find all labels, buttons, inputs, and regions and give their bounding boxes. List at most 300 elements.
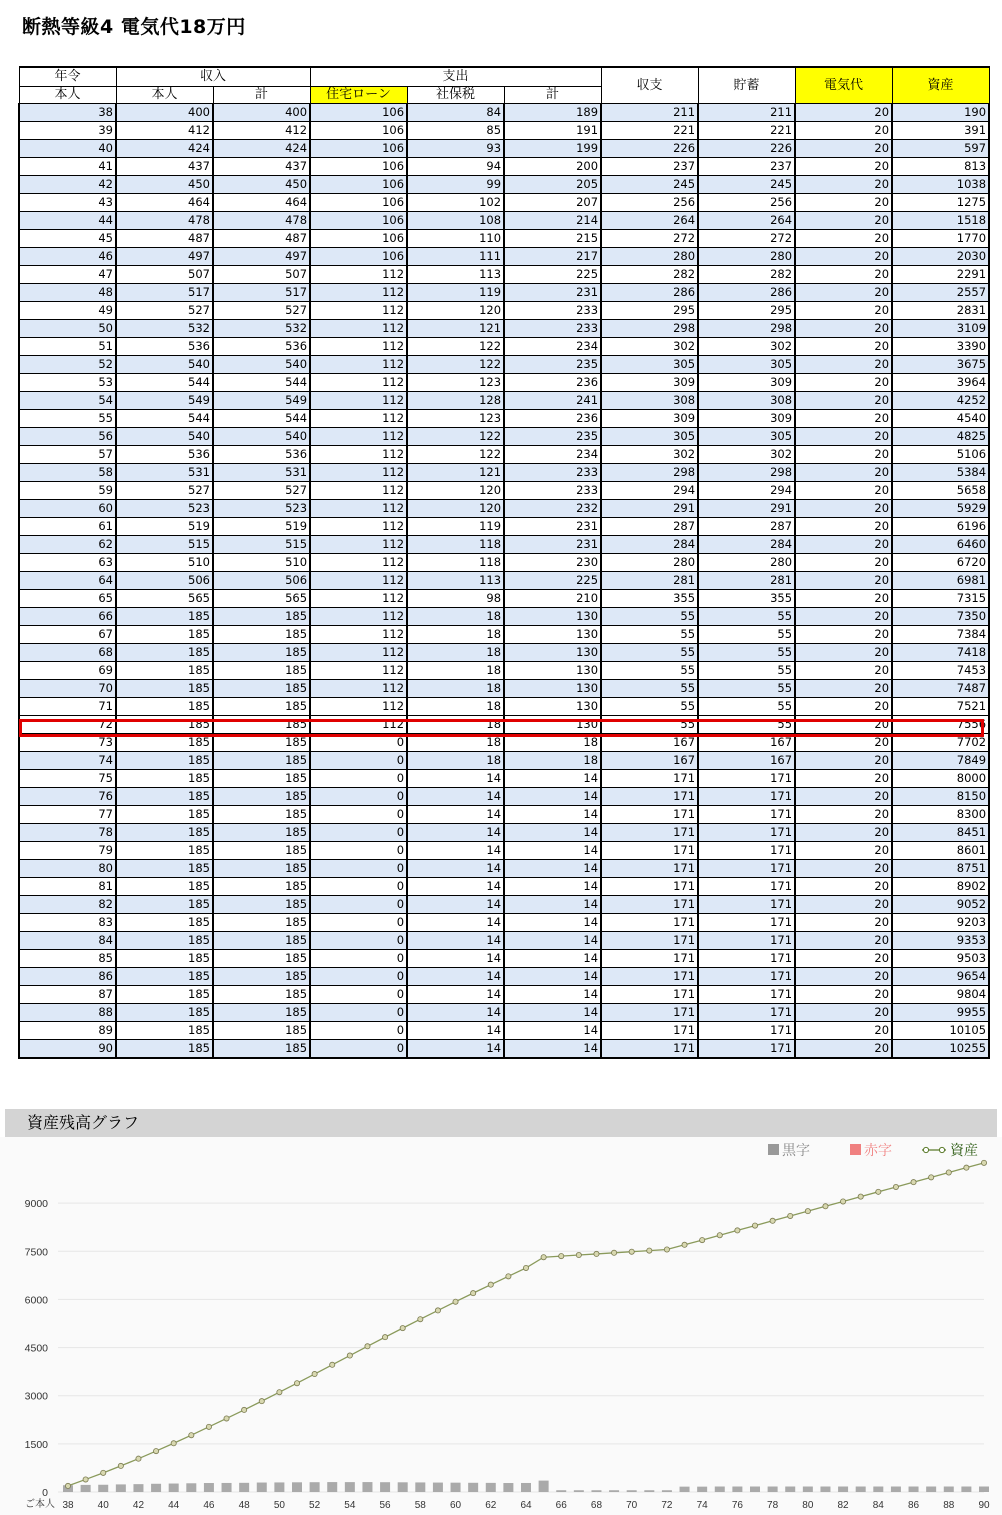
cell-electricity: 20 — [795, 716, 892, 734]
cell-balance: 171 — [601, 896, 698, 914]
table-row — [19, 446, 989, 464]
cell-age: 56 — [19, 428, 116, 446]
cell-expense-total: 14 — [504, 1022, 601, 1040]
assets-point — [224, 1416, 229, 1421]
cell-housing-loan: 112 — [310, 338, 407, 356]
cell-age: 86 — [19, 968, 116, 986]
cell-savings: 211 — [698, 104, 795, 122]
cell-expense-total: 199 — [504, 140, 601, 158]
cell-income-self: 544 — [116, 410, 213, 428]
cell-balance: 298 — [601, 464, 698, 482]
cell-social-tax: 123 — [407, 410, 504, 428]
assets-point — [735, 1228, 740, 1233]
cell-income-total: 185 — [213, 824, 310, 842]
cell-balance: 171 — [601, 806, 698, 824]
assets-point — [101, 1470, 106, 1475]
assets-point — [611, 1250, 616, 1255]
y-tick-label: 1500 — [24, 1438, 48, 1451]
surplus-bar — [820, 1487, 830, 1492]
cell-income-self: 437 — [116, 158, 213, 176]
surplus-bar — [451, 1483, 461, 1492]
cell-expense-total: 232 — [504, 500, 601, 518]
cell-housing-loan: 112 — [310, 302, 407, 320]
cell-assets: 9955 — [892, 1004, 989, 1022]
cell-housing-loan: 0 — [310, 968, 407, 986]
cell-savings: 302 — [698, 338, 795, 356]
cell-income-total: 536 — [213, 446, 310, 464]
cell-age: 79 — [19, 842, 116, 860]
cell-income-total: 185 — [213, 878, 310, 896]
cell-savings: 298 — [698, 464, 795, 482]
cell-assets: 9503 — [892, 950, 989, 968]
cell-expense-total: 14 — [504, 806, 601, 824]
cell-housing-loan: 112 — [310, 590, 407, 608]
surplus-bar — [274, 1482, 284, 1492]
cell-electricity: 20 — [795, 878, 892, 896]
header-assets: 資産 — [892, 67, 989, 104]
surplus-bar — [838, 1487, 848, 1492]
table-row — [19, 536, 989, 554]
cell-assets: 6460 — [892, 536, 989, 554]
surplus-bar — [680, 1487, 690, 1492]
table-row — [19, 104, 989, 122]
cell-income-self: 185 — [116, 806, 213, 824]
cell-electricity: 20 — [795, 788, 892, 806]
cell-age: 85 — [19, 950, 116, 968]
cell-expense-total: 234 — [504, 446, 601, 464]
assets-point — [770, 1218, 775, 1223]
cell-assets: 8601 — [892, 842, 989, 860]
cell-savings: 167 — [698, 734, 795, 752]
cell-expense-total: 233 — [504, 482, 601, 500]
cell-assets: 8902 — [892, 878, 989, 896]
cell-balance: 55 — [601, 716, 698, 734]
surplus-bar — [116, 1484, 126, 1492]
cell-balance: 298 — [601, 320, 698, 338]
cell-assets: 10255 — [892, 1040, 989, 1059]
cell-income-self: 536 — [116, 338, 213, 356]
x-tick-label: 66 — [555, 1500, 567, 1511]
cell-savings: 167 — [698, 752, 795, 770]
y-tick-label: 3000 — [24, 1390, 48, 1403]
table-row — [19, 626, 989, 644]
cell-balance: 171 — [601, 878, 698, 896]
cell-social-tax: 14 — [407, 986, 504, 1004]
cell-balance: 284 — [601, 536, 698, 554]
cell-income-total: 519 — [213, 518, 310, 536]
cell-assets: 813 — [892, 158, 989, 176]
cell-balance: 211 — [601, 104, 698, 122]
cell-income-total: 185 — [213, 860, 310, 878]
surplus-bar — [257, 1483, 267, 1492]
assets-point — [541, 1255, 546, 1260]
cell-income-self: 185 — [116, 662, 213, 680]
table-row — [19, 140, 989, 158]
cell-social-tax: 122 — [407, 338, 504, 356]
cell-balance: 309 — [601, 410, 698, 428]
cell-housing-loan: 106 — [310, 212, 407, 230]
cell-age: 80 — [19, 860, 116, 878]
cell-expense-total: 233 — [504, 320, 601, 338]
cell-assets: 7350 — [892, 608, 989, 626]
cell-savings: 171 — [698, 896, 795, 914]
cell-social-tax: 84 — [407, 104, 504, 122]
surplus-bar — [98, 1485, 108, 1492]
cell-housing-loan: 112 — [310, 482, 407, 500]
cell-electricity: 20 — [795, 572, 892, 590]
cell-expense-total: 14 — [504, 950, 601, 968]
table-row — [19, 518, 989, 536]
header-social-tax: 社保税 — [407, 87, 504, 104]
surplus-bar — [926, 1487, 936, 1492]
cell-assets: 8000 — [892, 770, 989, 788]
cell-assets: 8150 — [892, 788, 989, 806]
cell-electricity: 20 — [795, 986, 892, 1004]
cell-expense-total: 14 — [504, 986, 601, 1004]
cell-social-tax: 18 — [407, 626, 504, 644]
cell-social-tax: 93 — [407, 140, 504, 158]
cell-age: 75 — [19, 770, 116, 788]
table-row — [19, 662, 989, 680]
x-tick-label: 78 — [767, 1500, 779, 1511]
cell-age: 89 — [19, 1022, 116, 1040]
table-row — [19, 860, 989, 878]
assets-point — [506, 1274, 511, 1279]
cell-income-self: 185 — [116, 680, 213, 698]
cell-social-tax: 102 — [407, 194, 504, 212]
table-row — [19, 356, 989, 374]
cell-balance: 171 — [601, 1040, 698, 1059]
table-row — [19, 1022, 989, 1040]
cell-expense-total: 130 — [504, 644, 601, 662]
cell-age: 84 — [19, 932, 116, 950]
table-row — [19, 680, 989, 698]
assets-point — [523, 1265, 528, 1270]
surplus-bar — [979, 1487, 989, 1492]
cell-income-self: 527 — [116, 302, 213, 320]
cell-age: 68 — [19, 644, 116, 662]
cell-assets: 2831 — [892, 302, 989, 320]
cell-age: 74 — [19, 752, 116, 770]
cell-social-tax: 108 — [407, 212, 504, 230]
assets-point — [294, 1381, 299, 1386]
cell-assets: 3964 — [892, 374, 989, 392]
x-tick-label: 60 — [449, 1500, 462, 1511]
chart-background — [0, 1137, 1002, 1515]
cell-savings: 55 — [698, 608, 795, 626]
cell-social-tax: 18 — [407, 698, 504, 716]
cell-savings: 171 — [698, 914, 795, 932]
cell-income-self: 497 — [116, 248, 213, 266]
finance-table — [18, 66, 990, 1059]
cell-housing-loan: 0 — [310, 752, 407, 770]
cell-income-self: 565 — [116, 590, 213, 608]
cell-income-self: 549 — [116, 392, 213, 410]
header-electricity: 電気代 — [795, 67, 892, 104]
cell-expense-total: 210 — [504, 590, 601, 608]
cell-electricity: 20 — [795, 122, 892, 140]
assets-point — [259, 1399, 264, 1404]
cell-income-total: 515 — [213, 536, 310, 554]
cell-income-total: 544 — [213, 410, 310, 428]
surplus-bar — [750, 1487, 760, 1492]
cell-savings: 355 — [698, 590, 795, 608]
table-row — [19, 572, 989, 590]
cell-income-total: 185 — [213, 842, 310, 860]
cell-assets: 8451 — [892, 824, 989, 842]
cell-savings: 298 — [698, 320, 795, 338]
cell-income-total: 185 — [213, 806, 310, 824]
legend-label: 赤字 — [864, 1143, 892, 1159]
surplus-bar — [785, 1487, 795, 1492]
cell-housing-loan: 106 — [310, 230, 407, 248]
cell-social-tax: 14 — [407, 806, 504, 824]
cell-income-self: 185 — [116, 878, 213, 896]
header-age: 年令 — [19, 67, 116, 87]
cell-balance: 171 — [601, 932, 698, 950]
cell-age: 66 — [19, 608, 116, 626]
cell-income-total: 450 — [213, 176, 310, 194]
cell-housing-loan: 0 — [310, 734, 407, 752]
cell-savings: 284 — [698, 536, 795, 554]
cell-income-self: 510 — [116, 554, 213, 572]
table-row — [19, 158, 989, 176]
cell-housing-loan: 112 — [310, 698, 407, 716]
cell-electricity: 20 — [795, 662, 892, 680]
cell-expense-total: 233 — [504, 302, 601, 320]
cell-age: 64 — [19, 572, 116, 590]
cell-income-self: 185 — [116, 626, 213, 644]
cell-social-tax: 14 — [407, 842, 504, 860]
cell-balance: 171 — [601, 860, 698, 878]
assets-point — [629, 1249, 634, 1254]
cell-expense-total: 14 — [504, 824, 601, 842]
cell-housing-loan: 112 — [310, 572, 407, 590]
cell-savings: 171 — [698, 1022, 795, 1040]
table-row — [19, 248, 989, 266]
cell-income-self: 517 — [116, 284, 213, 302]
cell-electricity: 20 — [795, 176, 892, 194]
cell-income-total: 185 — [213, 896, 310, 914]
cell-age: 63 — [19, 554, 116, 572]
surplus-bar — [891, 1487, 901, 1492]
cell-housing-loan: 106 — [310, 176, 407, 194]
cell-savings: 264 — [698, 212, 795, 230]
cell-expense-total: 130 — [504, 662, 601, 680]
cell-income-total: 540 — [213, 428, 310, 446]
assets-point — [840, 1199, 845, 1204]
cell-housing-loan: 112 — [310, 320, 407, 338]
cell-electricity: 20 — [795, 608, 892, 626]
cell-balance: 308 — [601, 392, 698, 410]
cell-income-total: 185 — [213, 644, 310, 662]
header-housing-loan: 住宅ローン — [310, 87, 407, 104]
cell-social-tax: 122 — [407, 356, 504, 374]
x-tick-label: 40 — [97, 1500, 109, 1511]
header-income-total: 計 — [213, 87, 310, 104]
x-axis-label: ご本人 — [25, 1499, 55, 1510]
cell-savings: 171 — [698, 806, 795, 824]
assets-point — [805, 1209, 810, 1214]
surplus-bar — [574, 1490, 584, 1492]
cell-housing-loan: 0 — [310, 878, 407, 896]
cell-income-total: 185 — [213, 608, 310, 626]
cell-balance: 171 — [601, 788, 698, 806]
cell-income-self: 185 — [116, 644, 213, 662]
table-row — [19, 176, 989, 194]
y-tick-label: 9000 — [24, 1198, 48, 1211]
cell-expense-total: 130 — [504, 608, 601, 626]
cell-balance: 237 — [601, 158, 698, 176]
cell-social-tax: 14 — [407, 914, 504, 932]
legend-label: 黒字 — [782, 1143, 810, 1159]
table-row — [19, 554, 989, 572]
table-row — [19, 968, 989, 986]
cell-electricity: 20 — [795, 752, 892, 770]
assets-point — [277, 1390, 282, 1395]
assets-point — [752, 1223, 757, 1228]
cell-savings: 171 — [698, 1040, 795, 1059]
cell-housing-loan: 112 — [310, 536, 407, 554]
cell-savings: 171 — [698, 932, 795, 950]
cell-savings: 287 — [698, 518, 795, 536]
cell-electricity: 20 — [795, 842, 892, 860]
cell-assets: 7556 — [892, 716, 989, 734]
assets-point — [858, 1194, 863, 1199]
cell-housing-loan: 0 — [310, 1022, 407, 1040]
cell-age: 57 — [19, 446, 116, 464]
assets-point — [418, 1317, 423, 1322]
cell-balance: 171 — [601, 950, 698, 968]
cell-balance: 167 — [601, 734, 698, 752]
cell-expense-total: 14 — [504, 842, 601, 860]
assets-point — [929, 1175, 934, 1180]
cell-electricity: 20 — [795, 482, 892, 500]
cell-income-total: 487 — [213, 230, 310, 248]
cell-assets: 5929 — [892, 500, 989, 518]
cell-savings: 280 — [698, 554, 795, 572]
table-row — [19, 284, 989, 302]
cell-balance: 55 — [601, 608, 698, 626]
x-tick-label: 56 — [379, 1500, 391, 1511]
cell-balance: 55 — [601, 626, 698, 644]
surplus-bar — [627, 1490, 637, 1492]
cell-social-tax: 94 — [407, 158, 504, 176]
table-row — [19, 734, 989, 752]
cell-savings: 55 — [698, 662, 795, 680]
cell-expense-total: 231 — [504, 284, 601, 302]
cell-income-total: 185 — [213, 914, 310, 932]
cell-expense-total: 14 — [504, 896, 601, 914]
cell-savings: 171 — [698, 824, 795, 842]
cell-assets: 1275 — [892, 194, 989, 212]
cell-electricity: 20 — [795, 536, 892, 554]
x-tick-label: 62 — [485, 1500, 497, 1511]
asset-balance-chart — [0, 1137, 1002, 1515]
cell-income-self: 531 — [116, 464, 213, 482]
cell-housing-loan: 0 — [310, 770, 407, 788]
cell-housing-loan: 112 — [310, 446, 407, 464]
cell-housing-loan: 112 — [310, 410, 407, 428]
cell-electricity: 20 — [795, 932, 892, 950]
cell-savings: 55 — [698, 644, 795, 662]
assets-point — [382, 1335, 387, 1340]
cell-age: 54 — [19, 392, 116, 410]
cell-income-self: 185 — [116, 1022, 213, 1040]
surplus-bar — [81, 1485, 91, 1492]
cell-balance: 281 — [601, 572, 698, 590]
table-row — [19, 374, 989, 392]
cell-housing-loan: 0 — [310, 914, 407, 932]
cell-expense-total: 205 — [504, 176, 601, 194]
cell-age: 78 — [19, 824, 116, 842]
cell-expense-total: 231 — [504, 518, 601, 536]
cell-assets: 3390 — [892, 338, 989, 356]
table-row — [19, 1040, 989, 1059]
cell-electricity: 20 — [795, 500, 892, 518]
cell-income-total: 412 — [213, 122, 310, 140]
cell-expense-total: 14 — [504, 968, 601, 986]
cell-age: 61 — [19, 518, 116, 536]
cell-social-tax: 14 — [407, 932, 504, 950]
x-tick-label: 88 — [943, 1500, 955, 1511]
cell-income-self: 185 — [116, 950, 213, 968]
cell-income-self: 185 — [116, 752, 213, 770]
surplus-bar — [697, 1487, 707, 1492]
cell-housing-loan: 112 — [310, 284, 407, 302]
cell-income-total: 185 — [213, 968, 310, 986]
cell-housing-loan: 106 — [310, 194, 407, 212]
cell-balance: 280 — [601, 248, 698, 266]
cell-social-tax: 113 — [407, 266, 504, 284]
x-tick-label: 58 — [414, 1500, 426, 1511]
cell-income-self: 450 — [116, 176, 213, 194]
cell-age: 52 — [19, 356, 116, 374]
cell-balance: 302 — [601, 446, 698, 464]
cell-income-self: 532 — [116, 320, 213, 338]
cell-assets: 4252 — [892, 392, 989, 410]
assets-point — [682, 1242, 687, 1247]
cell-balance: 291 — [601, 500, 698, 518]
cell-housing-loan: 112 — [310, 374, 407, 392]
cell-assets: 2030 — [892, 248, 989, 266]
cell-electricity: 20 — [795, 104, 892, 122]
cell-income-self: 424 — [116, 140, 213, 158]
page-title: 断熱等級4 電気代18万円 — [22, 16, 246, 38]
cell-expense-total: 191 — [504, 122, 601, 140]
cell-income-total: 185 — [213, 716, 310, 734]
cell-expense-total: 236 — [504, 374, 601, 392]
cell-income-total: 185 — [213, 626, 310, 644]
cell-housing-loan: 112 — [310, 428, 407, 446]
cell-social-tax: 111 — [407, 248, 504, 266]
cell-savings: 171 — [698, 842, 795, 860]
cell-income-total: 565 — [213, 590, 310, 608]
cell-expense-total: 236 — [504, 410, 601, 428]
cell-expense-total: 231 — [504, 536, 601, 554]
cell-social-tax: 120 — [407, 302, 504, 320]
x-tick-label: 68 — [590, 1500, 603, 1511]
cell-housing-loan: 112 — [310, 608, 407, 626]
surplus-bar — [327, 1482, 337, 1492]
cell-income-self: 185 — [116, 770, 213, 788]
assets-point — [893, 1184, 898, 1189]
cell-age: 77 — [19, 806, 116, 824]
cell-expense-total: 130 — [504, 626, 601, 644]
header-expense-total: 計 — [504, 87, 601, 104]
cell-savings: 291 — [698, 500, 795, 518]
cell-savings: 171 — [698, 878, 795, 896]
